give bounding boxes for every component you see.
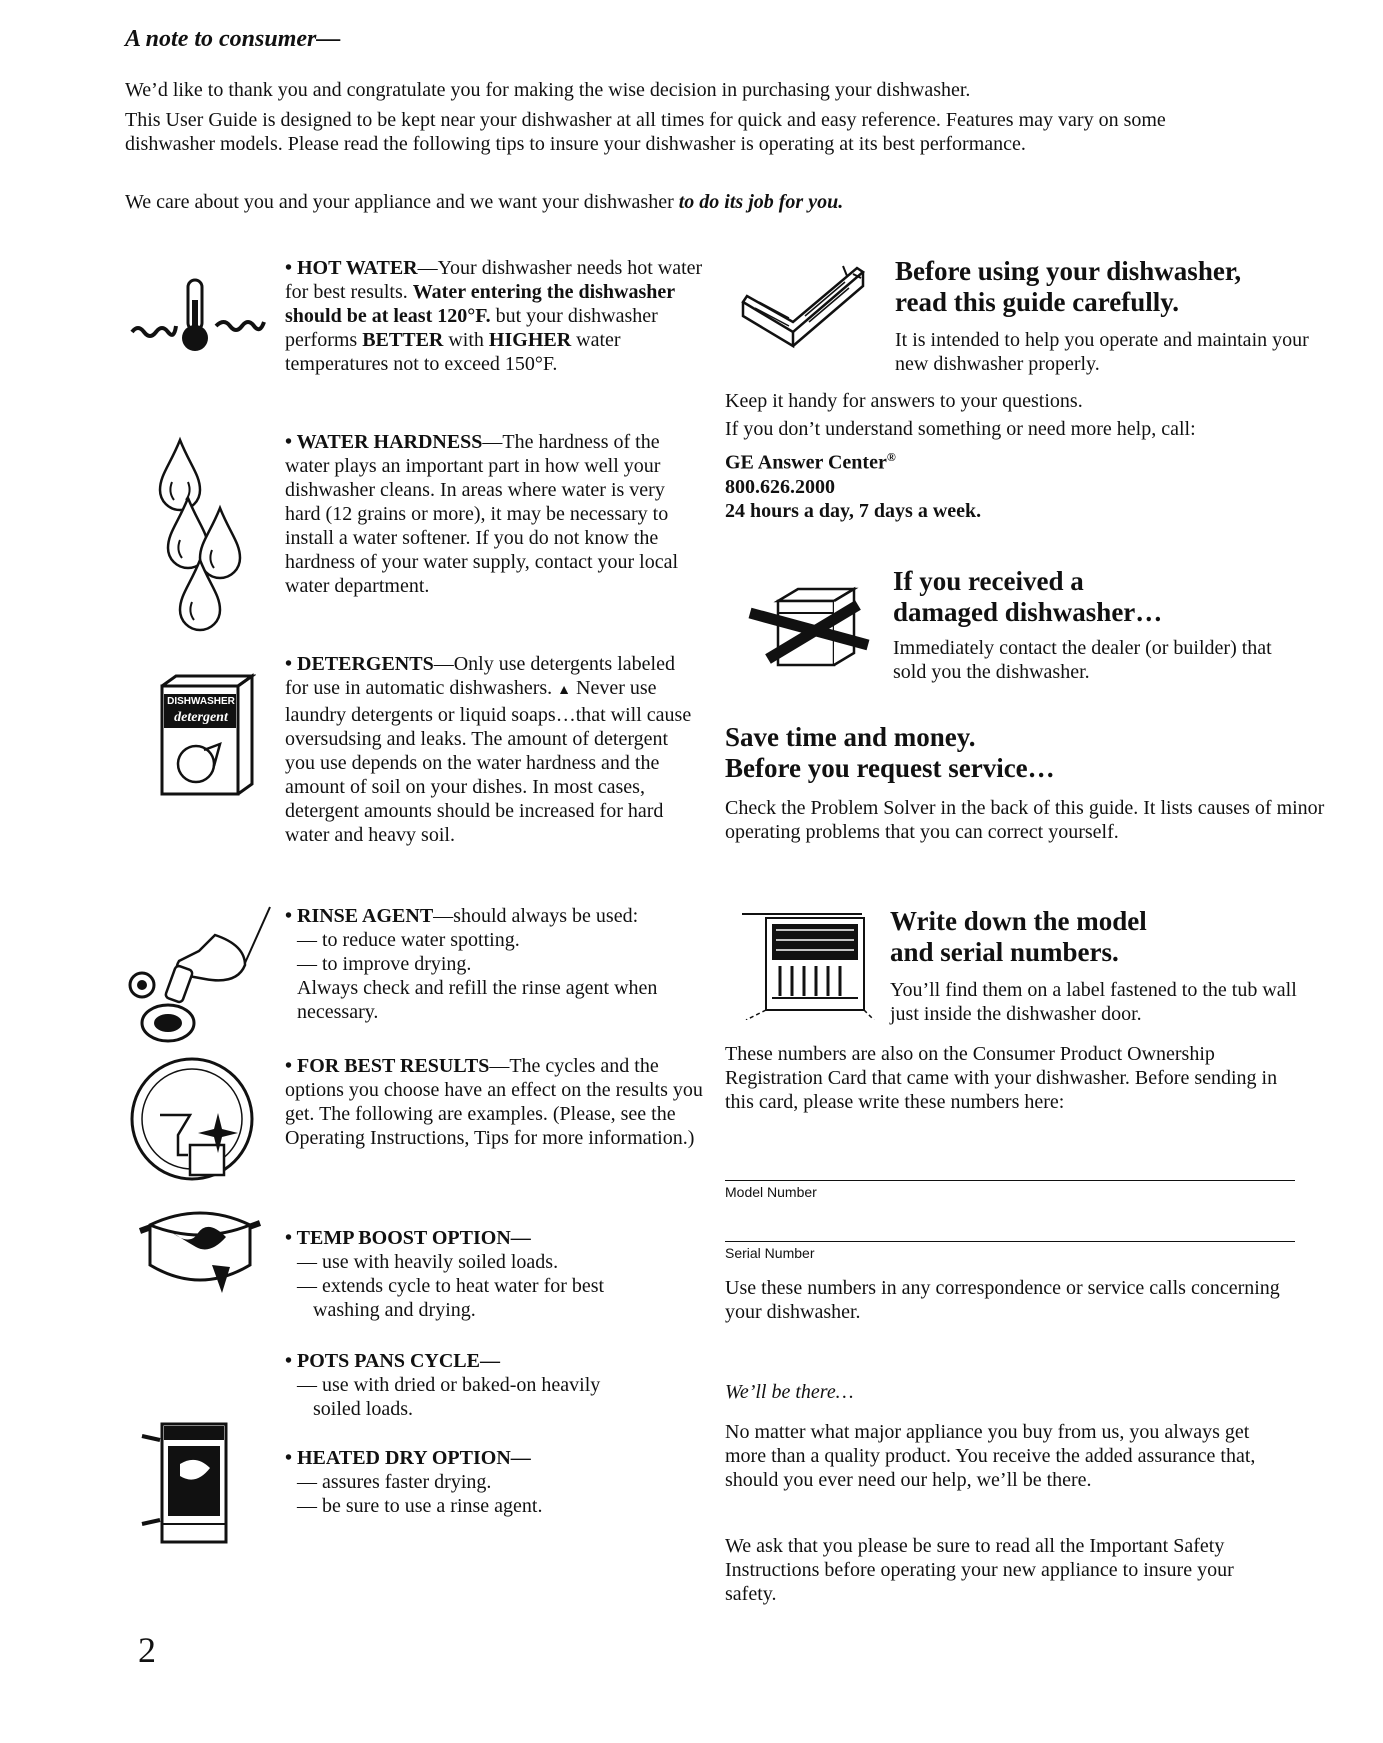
save-time-section [725, 722, 1325, 844]
hot-water-text-1: —Your dishwasher needs hot water for best results. [285, 257, 703, 303]
detergent-box-icon [158, 672, 256, 798]
heated-dry-item-2: — be sure to use a rinse agent. [297, 1495, 543, 1517]
keep-handy-text: Keep it handy for answers to your questions. [725, 390, 1083, 412]
well-be-there-title: We’ll be there… [725, 1381, 854, 1403]
hot-water-higher: HIGHER [488, 329, 572, 351]
serial-number-label: Serial Number [725, 1245, 815, 1261]
answer-center-hours: 24 hours a day, 7 days a week. [725, 499, 982, 522]
detergents-text-2: Never use laundry detergents or liquid soaps…that will cause oversudsing and leaks. The amount of detergent you use depends on the water hardness and the amount of soil on your dishes. In most cases, detergent amounts should be increased for hard water and heavy soil. [285, 677, 692, 846]
detergents-label: • DETERGENTS [285, 653, 434, 675]
before-using-section [895, 256, 1315, 376]
detergent-box-label-1: DISHWASHER [167, 696, 235, 707]
damaged-dishwasher-icon [748, 583, 888, 673]
rinse-agent-label: • RINSE AGENT [285, 905, 434, 927]
hot-water-label: • HOT WATER [285, 257, 418, 279]
rinse-agent-hand-icon [120, 905, 280, 1045]
use-numbers-text: Use these numbers in any correspondence or service calls concerning your dishwasher. [725, 1277, 1280, 1323]
save-time-text: Check the Problem Solver in the back of this guide. It lists causes of minor operating problems that you can correct yourself. [725, 797, 1325, 843]
temp-boost-item-1: — use with heavily soiled loads. [297, 1251, 559, 1273]
intro-paragraph-3 [125, 190, 1315, 214]
before-using-heading-1: Before using your dishwasher, [895, 256, 1242, 286]
hot-water-text-3: with [443, 329, 489, 351]
temp-boost-label: • TEMP BOOST OPTION— [285, 1227, 531, 1249]
well-be-there-paragraph-2: We ask that you please be sure to read all the Important Safety Instructions before operating your new appliance to insure your safety. [725, 1535, 1234, 1605]
rinse-agent-text-2: Always check and refill the rinse agent when necessary. [297, 977, 658, 1023]
registration-card-text: These numbers are also on the Consumer Product Ownership Registration Card that came with your dishwasher. Before sending in this card, please write these numbers here: [725, 1043, 1278, 1113]
water-hardness-label: • WATER HARDNESS [285, 431, 483, 453]
heated-dry-section [285, 1446, 715, 1518]
intro-p3-text: We care about you and your appliance and we want your dishwasher [125, 191, 679, 213]
save-time-heading-1: Save time and money. [725, 722, 976, 752]
heated-dry-item-1: — assures faster drying. [297, 1471, 492, 1493]
pots-pans-label: • POTS PANS CYCLE— [285, 1350, 500, 1372]
write-down-heading-2: and serial numbers. [890, 937, 1119, 967]
rinse-agent-section [285, 904, 715, 1024]
save-time-heading-2: Before you request service… [725, 753, 1055, 783]
water-hardness-text: —The hardness of the water plays an important part in how well your dishwasher cleans. In areas where water is very hard (12 grains or more), it may be necessary to install a water softener. If you do not know the hardness of your water supply, contact your local water department. [285, 431, 679, 597]
heated-dry-label: • HEATED DRY OPTION— [285, 1447, 531, 1469]
best-results-text: —The cycles and the options you choose have an effect on the results you get. The following are examples. (Please, see the Operating Instructions, Tips for more information.) [285, 1055, 703, 1149]
page-title: A note to consumer— [125, 26, 341, 52]
write-down-heading-1: Write down the model [890, 906, 1147, 936]
best-results-label: • FOR BEST RESULTS [285, 1055, 490, 1077]
pots-pans-item-1: — use with dried or baked-on heavily [297, 1374, 601, 1396]
temp-boost-item-2-cont: washing and drying. [313, 1299, 476, 1321]
dishes-glass-icon [130, 1055, 260, 1187]
write-down-text: You’ll find them on a label fastened to the tub wall just inside the dishwasher door. [890, 979, 1297, 1025]
damaged-text: Immediately contact the dealer (or builder) that sold you the dishwasher. [893, 637, 1272, 683]
cooking-pot-icon [130, 1205, 270, 1310]
rinse-agent-item-1: — to reduce water spotting. [297, 929, 520, 951]
water-hardness-section [285, 430, 685, 598]
answer-center-phone: 800.626.2000 [725, 475, 835, 498]
hot-water-section [285, 256, 715, 376]
write-down-section [890, 906, 1310, 1026]
registered-mark: ® [886, 450, 896, 464]
intro-paragraph-2: This User Guide is designed to be kept near your dishwasher at all times for quick and easy reference. Features may vary on some dishwasher models. Please read the following tips to insure your dishwasher is operating at its best performance. [125, 109, 1166, 155]
help-call-text: If you don’t understand something or need more help, call: [725, 418, 1196, 440]
intro-p3-emphasis: to do its job for you. [678, 191, 844, 213]
page-number: 2 [138, 1630, 156, 1670]
pots-pans-item-1-cont: soiled loads. [313, 1398, 413, 1420]
temp-boost-item-2: — extends cycle to heat water for best [297, 1275, 605, 1297]
before-using-text: It is intended to help you operate and maintain your new dishwasher properly. [895, 329, 1309, 375]
well-be-there-paragraph-1: No matter what major appliance you buy from us, you always get more than a quality product. You receive the added assurance that, should you ever need our help, we’ll be there. [725, 1421, 1256, 1491]
detergents-section [285, 652, 695, 847]
rinse-agent-text-1: —should always be used: [433, 905, 639, 927]
damaged-section [893, 566, 1313, 684]
hot-water-better: BETTER [362, 329, 444, 351]
detergents-text-1: —Only use detergents labeled for use in automatic dishwashers. [285, 653, 675, 699]
hot-water-temp-bold: Water entering the dishwasher should be at least 120°F. [285, 281, 675, 327]
damaged-heading-1: If you received a [893, 566, 1084, 596]
answer-center-name: GE Answer Center [725, 451, 887, 474]
open-book-icon [735, 262, 875, 362]
warning-icon: ▲ [557, 683, 572, 698]
pots-pans-section [285, 1349, 715, 1421]
thermometer-icon [130, 272, 270, 362]
best-results-section [285, 1054, 705, 1150]
detergent-box-label-2: detergent [174, 710, 228, 725]
damaged-heading-2: damaged dishwasher… [893, 597, 1163, 627]
serial-number-line[interactable] [725, 1241, 1295, 1242]
rinse-agent-item-2: — to improve drying. [297, 953, 472, 975]
intro-paragraph-1: We’d like to thank you and congratulate you for making the wise decision in purchasing your dishwasher. [125, 79, 971, 101]
hot-water-text-4: water temperatures not to exceed 150°F. [285, 329, 621, 375]
heated-dry-dishwasher-icon [136, 1420, 256, 1545]
hot-water-text-2: but your dishwasher performs [285, 305, 658, 351]
dishwasher-rack-icon [740, 910, 890, 1020]
model-number-label: Model Number [725, 1184, 817, 1200]
water-drops-icon [150, 430, 260, 640]
before-using-heading-2: read this guide carefully. [895, 287, 1180, 317]
model-number-line[interactable] [725, 1180, 1295, 1181]
answer-center-section [725, 389, 1325, 523]
temp-boost-section [285, 1226, 715, 1322]
